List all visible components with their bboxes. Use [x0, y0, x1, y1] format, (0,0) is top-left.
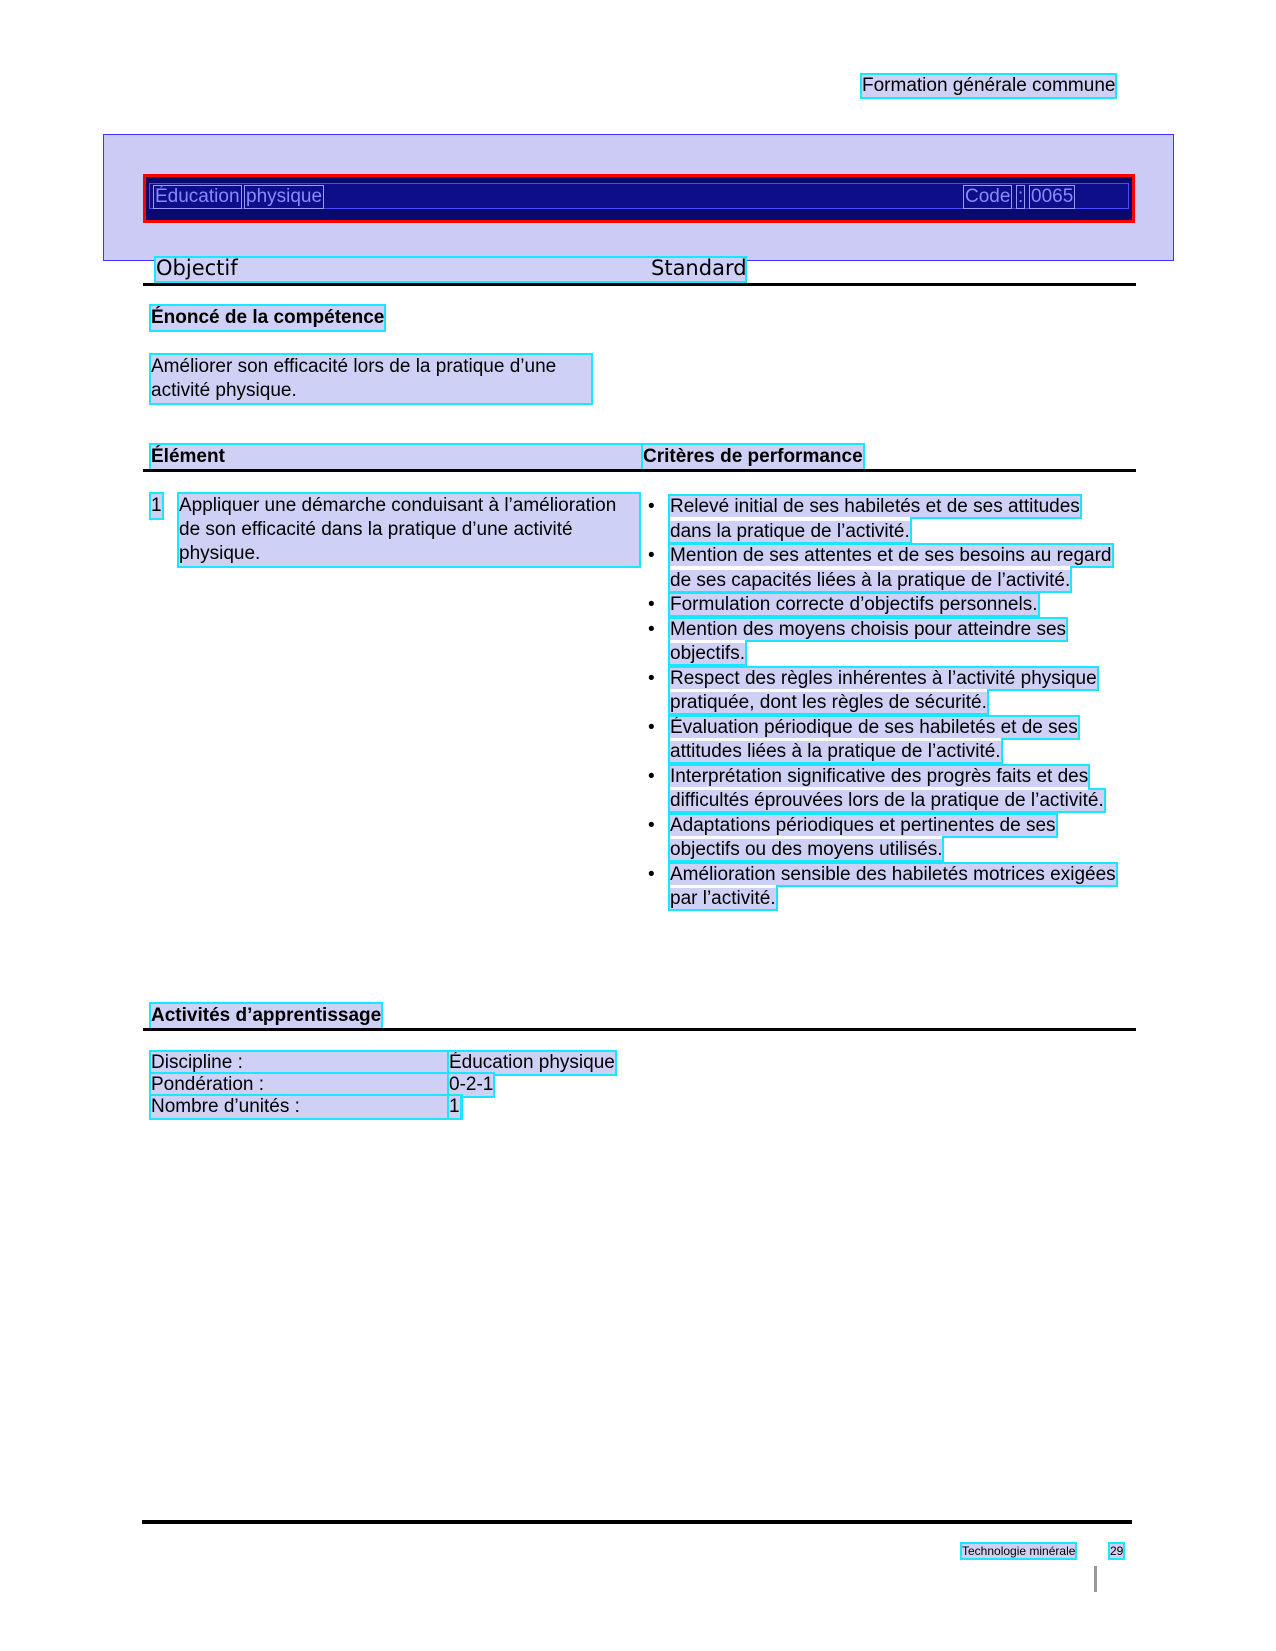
activity-label: Pondération :: [151, 1074, 461, 1096]
page-number: 29: [1110, 1544, 1124, 1558]
criterion-item: [643, 667, 1123, 716]
banner-bar: [149, 183, 1129, 209]
divider: [143, 283, 1136, 286]
criterion-text: Mention de ses attentes et de ses besoins au regard de ses capacités liées à la pratique de l’activité.: [670, 545, 1112, 591]
criterion-text: Formulation correcte d’objectifs personnels.: [670, 594, 1038, 615]
criterion-item: [643, 765, 1123, 814]
criterion-item: [643, 495, 1123, 544]
standard-label: Standard: [651, 256, 747, 280]
criteria-list: [643, 495, 1123, 912]
criterion-item: [643, 863, 1123, 912]
banner-code-value: 0065: [1031, 186, 1074, 207]
criterion-text: Mention des moyens choisis pour atteindre ses objectifs.: [670, 618, 1067, 664]
criterion-text: Relevé initial de ses habiletés et de ses attitudes dans la pratique de l’activité.: [670, 496, 1080, 542]
criterion-item: [643, 716, 1123, 765]
banner-title-word: physique: [246, 186, 323, 207]
competence-statement: Améliorer son efficacité lors de la pratique d’une activité physique.: [151, 355, 591, 403]
criterion-item: [643, 814, 1123, 863]
element-heading: Élément: [151, 445, 643, 469]
criterion-item: [643, 544, 1123, 593]
footer-program: Technologie minérale: [962, 1544, 1076, 1558]
criterion-item: [643, 593, 1123, 618]
criterion-text: Évaluation périodique de ses habiletés et de ses attitudes liées à la pratique de l’activité.: [670, 716, 1078, 762]
criteria-heading: Critères de performance: [643, 446, 863, 467]
activities-heading: Activités d’apprentissage: [151, 1005, 382, 1026]
criterion-text: Respect des règles inhérentes à l’activité physique pratiquée, dont les règles de sécurité.: [670, 667, 1097, 713]
activity-value: 1: [449, 1096, 460, 1117]
objective-row: [156, 258, 745, 281]
activity-value: 0-2-1: [449, 1074, 494, 1095]
criterion-item: [643, 618, 1123, 667]
banner-title-word: Éducation: [155, 186, 240, 207]
footer-mark: [1094, 1566, 1097, 1592]
banner-code-label: Code: [965, 186, 1011, 207]
footer-rule: [142, 1520, 1132, 1524]
divider: [143, 469, 1136, 472]
competence-heading: Énoncé de la compétence: [151, 307, 385, 328]
element-number: 1: [151, 495, 162, 516]
element-text: Appliquer une démarche conduisant à l’amélioration de son efficacité dans la pratique d’une activité physique.: [179, 494, 639, 566]
section-label: Formation générale commune: [862, 75, 1116, 96]
criterion-text: Amélioration sensible des habiletés motrices exigées par l’activité.: [670, 863, 1116, 909]
divider: [143, 1028, 1136, 1031]
banner-code-separator: :: [1018, 186, 1024, 207]
activity-label: Nombre d’unités :: [151, 1096, 461, 1118]
activity-value: Éducation physique: [449, 1052, 615, 1073]
criterion-text: Interprétation significative des progrès faits et des difficultés éprouvées lors de la pratique de l’activité.: [670, 765, 1104, 811]
criterion-text: Adaptations périodiques et pertinentes de ses objectifs ou des moyens utilisés.: [670, 814, 1056, 860]
objectif-label: Objectif: [156, 256, 238, 280]
activity-label: Discipline :: [151, 1052, 461, 1074]
course-banner: [143, 174, 1135, 223]
